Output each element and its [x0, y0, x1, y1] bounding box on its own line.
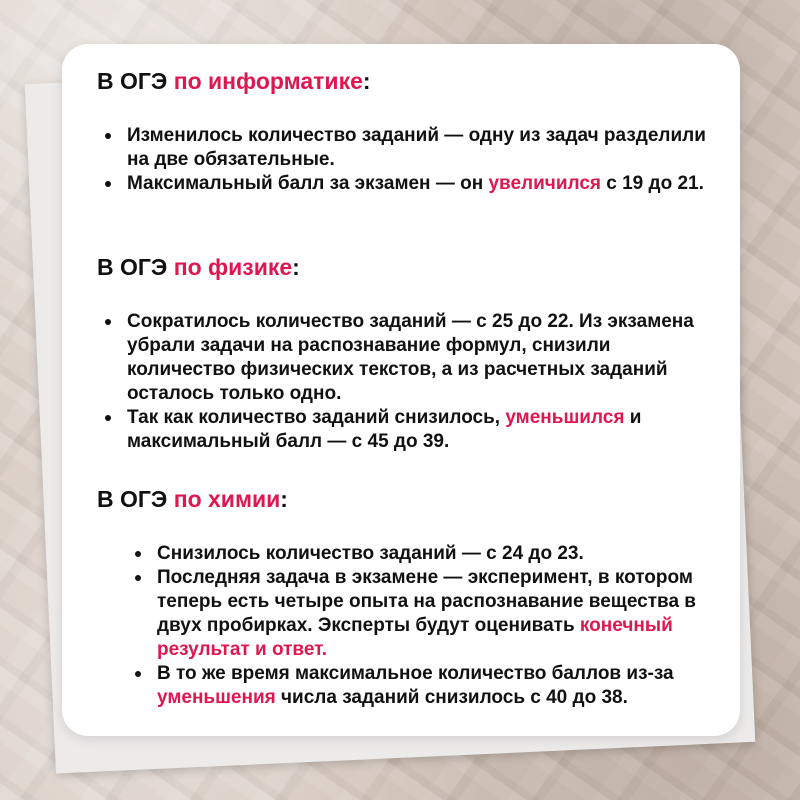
heading-suffix: :: [292, 254, 300, 280]
bullet-list-informatics: [97, 124, 707, 196]
bullet-list-chemistry: [127, 542, 712, 710]
bullet-text: и максимальный балл — с 45 до 39.: [127, 407, 642, 452]
bullet-highlight: уменьшения: [157, 687, 276, 708]
list-item: [127, 566, 712, 662]
heading-suffix: :: [280, 486, 288, 512]
heading-subject: по химии: [173, 486, 281, 512]
heading-prefix: В ОГЭ: [97, 486, 174, 512]
bullet-text: числа заданий снизилось с 40 до 38.: [275, 687, 628, 708]
list-item: [97, 124, 707, 172]
list-item: [127, 662, 712, 710]
heading-subject: по физике: [173, 254, 293, 280]
section-heading-chemistry: [97, 486, 288, 513]
section-heading-informatics: [97, 68, 371, 95]
heading-suffix: :: [362, 68, 371, 94]
list-item: [97, 172, 707, 196]
list-item: [97, 310, 717, 406]
bullet-text: Сократилось количество заданий — с 25 до 22. Из экзамена убрали задачи на распознавание формул, снизили количество физических текстов, а из расчетных заданий осталось только одно.: [127, 311, 694, 404]
heading-subject: по информатике: [173, 68, 363, 94]
bullet-text: Так как количество заданий снизилось,: [127, 407, 506, 428]
bullet-text: В то же время максимальное количество баллов из-за: [157, 663, 674, 684]
bullet-text: Максимальный балл за экзамен — он: [127, 173, 489, 194]
bullet-text: Снизилось количество заданий — с 24 до 23.: [157, 543, 584, 564]
bullet-text: Последняя задача в экзамене — эксперимент, в котором теперь есть четыре опыта на распознавание вещества в двух пробирках. Эксперты будут оценивать: [157, 567, 696, 636]
bullet-text: Изменилось количество заданий — одну из задач разделили на две обязательные.: [127, 125, 706, 170]
list-item: [127, 542, 712, 566]
bullet-highlight: увеличился: [488, 173, 601, 194]
heading-prefix: В ОГЭ: [97, 68, 174, 94]
bullet-highlight: конечный результат и ответ.: [157, 615, 673, 660]
bullet-list-physics: [97, 310, 717, 454]
bullet-text: с 19 до 21.: [600, 173, 704, 194]
section-heading-physics: [97, 254, 300, 281]
list-item: [97, 406, 717, 454]
bullet-highlight: уменьшился: [505, 407, 625, 428]
heading-prefix: В ОГЭ: [97, 254, 174, 280]
